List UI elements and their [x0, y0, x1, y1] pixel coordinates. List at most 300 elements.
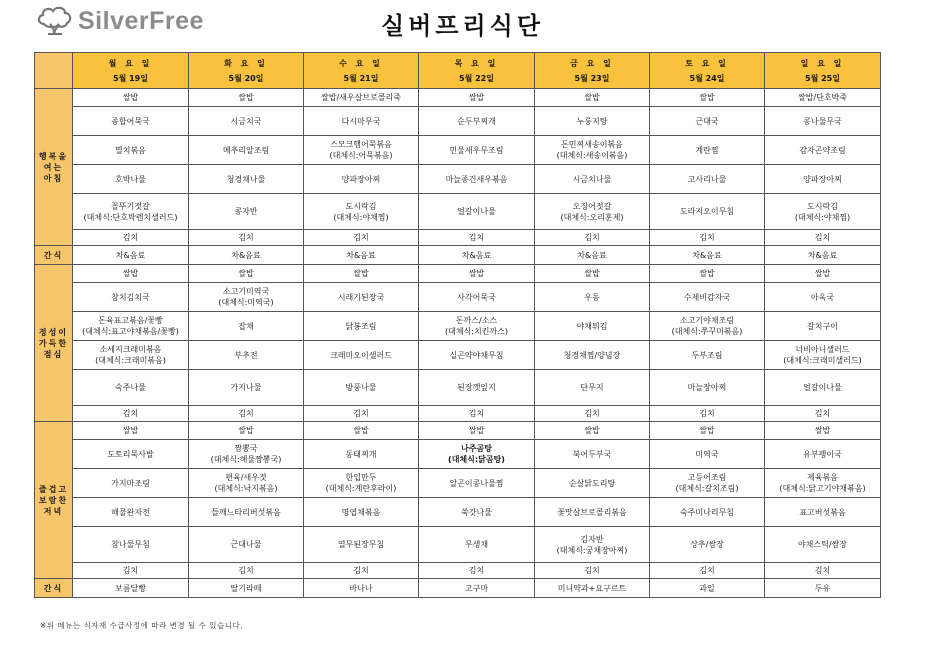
snack-row [35, 579, 881, 598]
meal-label-line: 점심 [43, 349, 64, 359]
dish-name: 닭봉조림 [345, 321, 377, 331]
menu-cell [650, 230, 765, 246]
menu-cell [189, 89, 304, 107]
dish-name: 쌀밥 [584, 93, 600, 102]
menu-cell [765, 498, 881, 527]
menu-cell [304, 230, 419, 246]
dish-name: 김치 [353, 233, 369, 242]
menu-cell [304, 440, 419, 469]
dish-name: 참나물무침 [111, 540, 150, 549]
menu-cell [765, 469, 881, 498]
dish-name: 돈육표고볶음/꽃빵 [98, 316, 163, 325]
menu-cell [765, 440, 881, 469]
dish-name: 김치 [238, 566, 254, 575]
menu-cell [73, 527, 189, 563]
menu-cell [650, 370, 765, 406]
menu-cell [535, 579, 650, 598]
snack-row [35, 246, 881, 265]
dish-name: 된장깻잎지 [457, 383, 496, 392]
dinner-row [35, 469, 881, 498]
menu-cell [419, 230, 535, 246]
menu-cell [73, 422, 189, 440]
dish-name: 양파장아찌 [341, 174, 381, 184]
dish-name: 동태찌개 [345, 449, 377, 459]
dish-name: 김치 [814, 233, 831, 242]
dish-name: 명엽채볶음 [341, 507, 381, 517]
menu-cell [535, 406, 650, 422]
menu-cell [73, 312, 189, 341]
dish-name: 콩나물무국 [803, 116, 842, 126]
menu-cell [765, 165, 881, 194]
dish-name: 쌀밥 [699, 426, 715, 435]
dish-name: 스모크햄어묵볶음 [330, 140, 392, 149]
menu-cell [189, 406, 304, 422]
menu-cell [419, 406, 535, 422]
dinner-row [35, 440, 881, 469]
dish-name: 가지나물 [230, 383, 262, 392]
dish-name: 무생채 [464, 540, 489, 549]
menu-cell [765, 136, 881, 165]
menu-cell [535, 370, 650, 406]
dish-name: 소고기야채조림 [679, 316, 735, 325]
dish-name: 청경채찜/양념장 [563, 350, 621, 360]
menu-cell [73, 230, 189, 246]
corner-cell [35, 53, 73, 89]
menu-cell [535, 107, 650, 136]
dish-name: 근대국 [695, 116, 719, 126]
day-header [765, 53, 881, 89]
menu-cell [765, 265, 881, 283]
dish-name: 꼴뚜기젓갈 [111, 201, 150, 211]
breakfast-row [35, 107, 881, 136]
dish-alternative: (대체식:닭고기야채볶음) [779, 484, 866, 493]
dish-name: 계란찜 [695, 145, 719, 155]
lunch-label [35, 265, 73, 422]
menu-cell [535, 341, 650, 370]
menu-cell [535, 194, 650, 230]
menu-cell [765, 107, 881, 136]
dish-name: 사각어묵국 [457, 292, 496, 302]
dish-name: 마늘종건새우볶음 [445, 174, 508, 184]
dinner-row [35, 563, 881, 579]
dish-name: 차&음료 [807, 250, 838, 260]
dish-name: 부추전 [234, 350, 258, 360]
dish-alternative: (대체식:치킨까스) [444, 327, 509, 336]
menu-cell [304, 370, 419, 406]
menu-cell [650, 498, 765, 527]
dish-name: 쌀밥 [238, 269, 254, 278]
day-date: 5월 23일 [574, 73, 610, 83]
menu-cell [73, 498, 189, 527]
dish-name: 오징어젓갈 [572, 201, 612, 211]
dish-name: 김치 [584, 566, 600, 575]
day-header [650, 53, 765, 89]
dish-name: 한입만두 [345, 473, 377, 482]
breakfast-row [35, 230, 881, 246]
dish-name: 시금치나물 [572, 174, 612, 184]
dish-name: 유부팽이국 [803, 449, 842, 459]
dish-name: 김치 [814, 409, 831, 418]
menu-cell [650, 194, 765, 230]
dish-name: 방풍나물 [345, 383, 377, 392]
menu-cell [535, 469, 650, 498]
dish-name: 소세지크래미볶음 [99, 345, 162, 354]
dinner-label [35, 422, 73, 579]
dish-name: 김치 [122, 566, 139, 575]
dish-name: 가지마조림 [111, 478, 150, 488]
lunch-row [35, 312, 881, 341]
menu-cell [73, 440, 189, 469]
menu-cell [189, 312, 304, 341]
menu-cell [765, 579, 881, 598]
menu-cell [189, 107, 304, 136]
meal-label-line: 보람찬 [38, 495, 69, 505]
dish-name: 우동 [584, 292, 600, 302]
day-date: 5월 25일 [805, 73, 840, 83]
dish-name: 돈까스/소스 [455, 316, 498, 325]
dish-name: 차&음료 [231, 250, 261, 260]
dish-name: 김치 [122, 233, 139, 242]
menu-cell [73, 579, 189, 598]
menu-cell [189, 265, 304, 283]
menu-cell [419, 527, 535, 563]
menu-cell [765, 89, 881, 107]
dish-name: 김치 [122, 409, 139, 418]
menu-cell [650, 469, 765, 498]
dish-name: 쌀밥 [468, 269, 485, 278]
menu-cell [189, 246, 304, 265]
menu-cell [650, 107, 765, 136]
menu-cell [419, 89, 535, 107]
menu-cell [765, 283, 881, 312]
dish-name: 김치 [468, 233, 485, 242]
dish-name: 쌀밥 [238, 426, 254, 435]
dish-name: 고구마 [464, 583, 489, 593]
menu-cell [765, 246, 881, 265]
menu-cell [189, 194, 304, 230]
menu-cell [73, 406, 189, 422]
dish-name: 제육볶음 [807, 473, 838, 482]
dish-name: 도시락김 [345, 201, 377, 211]
snack-label: 간식 [35, 579, 73, 598]
menu-cell [535, 246, 650, 265]
dish-name: 김치 [238, 409, 254, 418]
dish-alternative: (대체식:야채찜) [794, 212, 851, 222]
menu-cell [419, 312, 535, 341]
menu-cell [650, 312, 765, 341]
dish-name: 단무지 [580, 383, 604, 392]
dish-name: 김자반 [580, 534, 604, 544]
menu-cell [419, 341, 535, 370]
dish-name: 너비아니샐러드 [795, 345, 850, 354]
dish-name: 김치 [699, 566, 715, 575]
menu-cell [650, 527, 765, 563]
dish-name: 수제비감자국 [683, 292, 731, 302]
dish-name: 민물새우무조림 [449, 145, 504, 155]
dish-name: 쌀밥/새우살브로콜리죽 [321, 93, 401, 102]
dinner-row [35, 498, 881, 527]
dish-name: 참치김치국 [111, 292, 150, 302]
menu-cell [419, 246, 535, 265]
menu-cell [304, 194, 419, 230]
menu-cell [73, 341, 189, 370]
day-date: 5월 21일 [343, 73, 379, 83]
dish-name: 김치 [814, 566, 831, 575]
menu-cell [765, 341, 881, 370]
day-header [419, 53, 535, 89]
dish-alternative: (대체식:해물짬뽕국) [210, 455, 282, 464]
day-date: 5월 24일 [689, 73, 725, 83]
dish-name: 김치 [353, 409, 369, 418]
dish-name: 바나나 [349, 583, 373, 593]
menu-cell [73, 283, 189, 312]
menu-cell [650, 422, 765, 440]
dish-name: 잡채 [238, 321, 254, 331]
menu-cell [304, 312, 419, 341]
menu-cell [73, 89, 189, 107]
menu-cell [304, 422, 419, 440]
menu-cell [419, 283, 535, 312]
meal-label-line: 행복을 [38, 151, 69, 161]
menu-cell [304, 107, 419, 136]
menu-cell [535, 265, 650, 283]
menu-cell [189, 469, 304, 498]
dish-alternative: (대체식:새송이볶음) [556, 151, 628, 160]
dish-name: 콩자반 [234, 207, 258, 216]
menu-cell [73, 136, 189, 165]
dish-name: 쌀밥 [584, 426, 600, 435]
menu-cell [535, 136, 650, 165]
dish-name: 김치 [468, 409, 485, 418]
breakfast-row [35, 165, 881, 194]
menu-cell [304, 246, 419, 265]
menu-cell [650, 265, 765, 283]
dinner-row [35, 527, 881, 563]
menu-cell [73, 194, 189, 230]
menu-cell [304, 579, 419, 598]
dish-name: 쌀밥 [468, 93, 485, 102]
menu-cell [765, 563, 881, 579]
dish-alternative: (대체식:크래미볶음) [95, 356, 166, 365]
menu-cell [535, 422, 650, 440]
menu-cell [189, 136, 304, 165]
dish-alternative: (대체식:낙지볶음) [214, 484, 278, 493]
dish-name: 나주곰탕 [461, 444, 492, 453]
footnote: ※위 메뉴는 식자재 수급사정에 따라 변경 될 수 있습니다. [40, 621, 244, 630]
dish-name: 야채스틱/쌈장 [797, 540, 848, 549]
dish-name: 도토리묵사발 [107, 449, 154, 459]
dish-alternative: (대체식:닭곰탕) [448, 455, 505, 464]
day-header [189, 53, 304, 89]
dish-name: 순살닭도리탕 [568, 478, 616, 488]
day-date: 5월 19일 [113, 73, 148, 83]
dish-name: 쑥갓나물 [461, 507, 492, 517]
dish-name: 실곤약야채무침 [449, 350, 504, 360]
dish-alternative: (대체식:야채찜) [333, 212, 389, 222]
dish-name: 차&음료 [692, 250, 722, 260]
dish-name: 숙주나물 [115, 383, 146, 392]
menu-cell [419, 579, 535, 598]
menu-cell [535, 312, 650, 341]
menu-cell [535, 283, 650, 312]
dish-alternative: (대체식:어묵볶음) [329, 151, 393, 160]
menu-cell [304, 498, 419, 527]
menu-cell [535, 230, 650, 246]
dish-name: 쌀밥 [699, 93, 715, 102]
menu-cell [419, 265, 535, 283]
day-header [304, 53, 419, 89]
dish-name: 근대나물 [230, 540, 262, 549]
menu-cell [304, 527, 419, 563]
dish-name: 고등어조림 [687, 473, 727, 482]
dish-alternative: (대체식:크래미샐러드) [783, 356, 862, 365]
menu-cell [650, 440, 765, 469]
day-name: 목 요 일 [454, 58, 499, 68]
menu-cell [304, 165, 419, 194]
dish-name: 쌀밥 [122, 426, 139, 435]
dish-name: 누룽지탕 [576, 116, 608, 126]
menu-cell [73, 469, 189, 498]
breakfast-row [35, 194, 881, 230]
dish-name: 상추/쌈장 [690, 540, 724, 549]
snack-label: 간식 [35, 246, 73, 265]
menu-cell [419, 194, 535, 230]
dish-alternative: (대체식:쭈꾸미볶음) [671, 327, 743, 336]
meal-label-line: 정성이 [38, 327, 69, 337]
lunch-row [35, 265, 881, 283]
dish-alternative: (대체식:미역국) [218, 298, 274, 307]
menu-cell [765, 370, 881, 406]
dish-name: 두부조림 [691, 350, 723, 360]
menu-cell [189, 165, 304, 194]
dish-name: 김치 [584, 409, 600, 418]
day-date: 5월 20일 [228, 73, 264, 83]
menu-cell [535, 498, 650, 527]
day-name: 화 요 일 [224, 58, 268, 68]
dish-name: 들깨느타리버섯볶음 [211, 507, 281, 517]
dish-name: 시금치국 [230, 116, 262, 126]
dish-alternative: (대체식:계란후라이) [325, 484, 397, 493]
menu-cell [535, 527, 650, 563]
dinner-row [35, 422, 881, 440]
dish-name: 쌀밥 [699, 269, 715, 278]
dish-name: 순두부찌개 [457, 116, 496, 126]
menu-cell [189, 370, 304, 406]
dish-name: 알곤이콩나물찜 [449, 478, 504, 488]
menu-cell [765, 406, 881, 422]
day-name: 월 요 일 [108, 58, 153, 68]
dish-name: 감자곤약조림 [799, 145, 846, 155]
dish-name: 아욱국 [810, 292, 835, 302]
menu-cell [189, 579, 304, 598]
dish-name: 짬뽕국 [234, 444, 258, 453]
menu-cell [419, 422, 535, 440]
dish-name: 숙주미나리무침 [679, 507, 735, 517]
dish-name: 쌀밥/단호박죽 [797, 93, 848, 102]
menu-cell [650, 283, 765, 312]
dish-name: 크래미오이샐러드 [330, 350, 392, 360]
dish-name: 북어두부국 [572, 449, 612, 459]
dish-alternative: (대체식:갈치조림) [675, 484, 739, 493]
dish-alternative: (대체식:오리훈제) [560, 212, 624, 222]
menu-cell [73, 563, 189, 579]
menu-cell [304, 283, 419, 312]
menu-cell [765, 194, 881, 230]
dish-name: 시래기된장국 [337, 292, 385, 302]
menu-cell [535, 563, 650, 579]
dish-name: 돈민찌새송이볶음 [561, 140, 623, 149]
breakfast-row [35, 136, 881, 165]
dish-name: 호박나물 [115, 174, 146, 184]
dish-name: 메추리알조림 [222, 145, 270, 155]
meal-label-line: 가득한 [38, 338, 69, 348]
breakfast-row [35, 89, 881, 107]
menu-cell [765, 422, 881, 440]
menu-cell [419, 563, 535, 579]
dish-name: 보름달빵 [115, 583, 146, 593]
lunch-row [35, 341, 881, 370]
dish-alternative: (대체식:단호박렌치샐러드) [83, 212, 178, 222]
dish-name: 쌀밥 [353, 426, 369, 435]
dish-name: 편육/새우젓 [225, 473, 267, 482]
dish-name: 얼갈이나물 [457, 207, 496, 216]
dish-name: 다시마무국 [341, 116, 381, 126]
menu-cell [419, 498, 535, 527]
menu-cell [419, 469, 535, 498]
dish-name: 김치 [353, 566, 369, 575]
meal-label-line: 저녁 [43, 506, 64, 516]
menu-cell [189, 230, 304, 246]
dish-alternative: (대체식:표고야채볶음/꽃빵) [82, 327, 179, 336]
meal-plan-table [34, 52, 881, 598]
lunch-row [35, 283, 881, 312]
dish-name: 차&음료 [346, 250, 376, 260]
dish-name: 미역국 [695, 449, 719, 459]
dish-name: 쌀밥 [584, 269, 600, 278]
menu-cell [304, 406, 419, 422]
dish-name: 청경채나물 [226, 174, 266, 184]
dish-name: 표고버섯볶음 [799, 507, 846, 517]
breakfast-label [35, 89, 73, 246]
menu-cell [650, 563, 765, 579]
menu-cell [189, 283, 304, 312]
day-header [73, 53, 189, 89]
menu-cell [419, 136, 535, 165]
day-header-row [35, 53, 881, 89]
dish-name: 마늘장아찌 [687, 383, 727, 392]
dish-name: 차&음료 [577, 250, 607, 260]
dish-name: 종합어묵국 [111, 116, 150, 126]
dish-alternative: (대체식:궁채장아찌) [556, 545, 628, 555]
dish-name: 얼갈이나물 [803, 383, 842, 392]
menu-cell [189, 563, 304, 579]
dish-name: 꽃맛살브로콜리볶음 [557, 507, 627, 517]
menu-cell [419, 440, 535, 469]
dish-name: 쌀밥 [238, 93, 254, 102]
dish-name: 쌀밥 [814, 426, 831, 435]
dish-name: 차&음료 [461, 250, 492, 260]
menu-cell [73, 107, 189, 136]
menu-cell [650, 136, 765, 165]
menu-cell [73, 246, 189, 265]
menu-cell [304, 563, 419, 579]
menu-cell [304, 136, 419, 165]
lunch-row [35, 406, 881, 422]
menu-cell [650, 579, 765, 598]
menu-cell [73, 265, 189, 283]
menu-cell [419, 370, 535, 406]
menu-cell [535, 165, 650, 194]
